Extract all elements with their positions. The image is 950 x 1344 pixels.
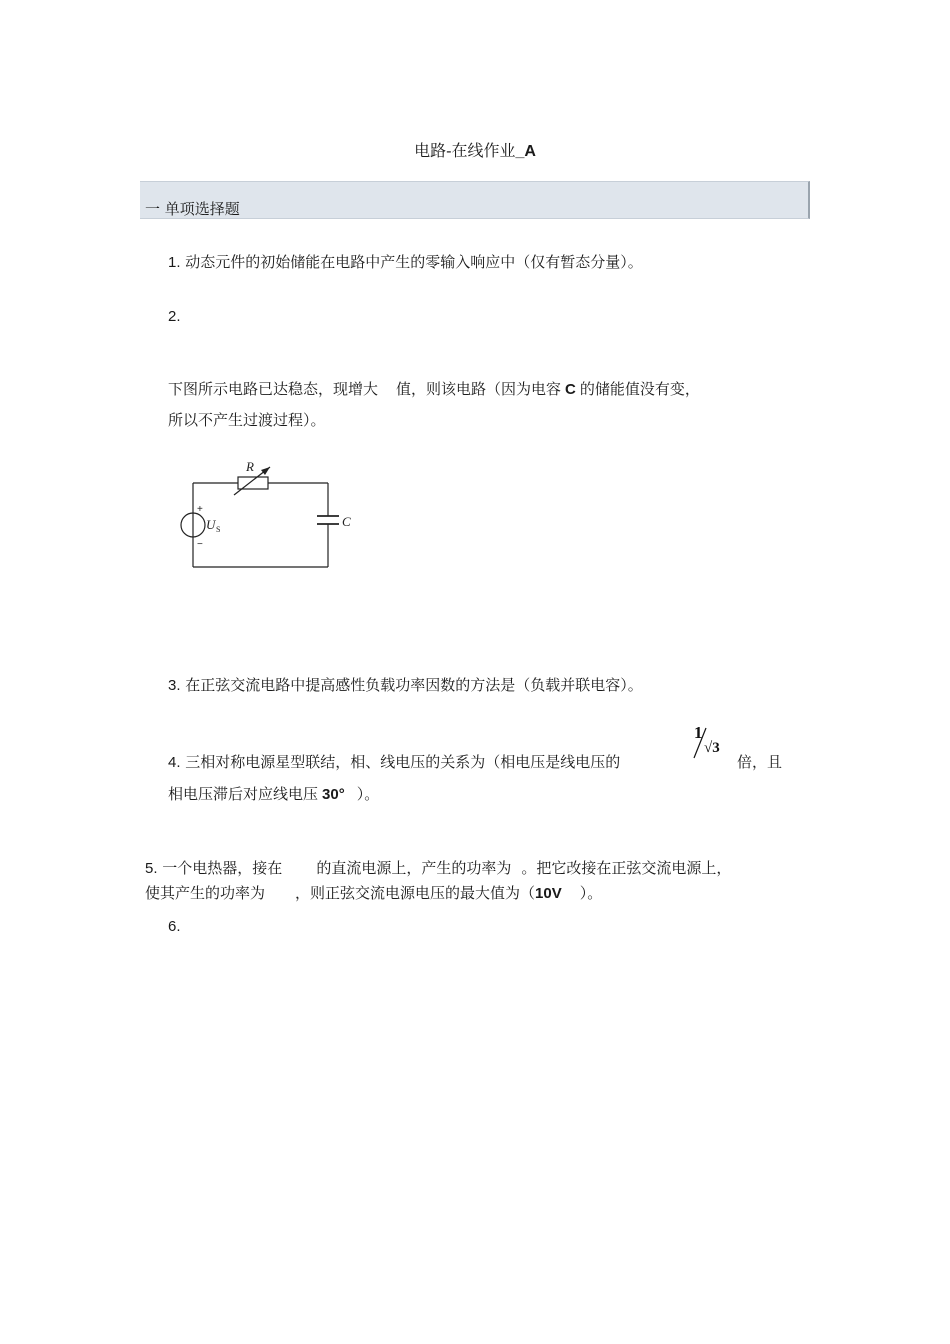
question-number: 1.	[168, 254, 181, 271]
question-6-number: 6.	[168, 918, 181, 935]
question-4-line-1-end: 倍，且	[737, 753, 783, 771]
section-header-bar	[140, 181, 810, 219]
svg-text:1: 1	[694, 723, 703, 742]
svg-text:√3: √3	[704, 740, 720, 756]
minus-sign: −	[197, 539, 203, 550]
source-subscript: S	[216, 525, 221, 534]
plus-sign: +	[197, 504, 203, 515]
question-5-line-2: 使其产生的功率为 ，则正弦交流电源电压的最大值为（10V ）。	[145, 884, 603, 902]
question-3: 3. 在正弦交流电路中提高感性负载功率因数的方法是（负载并联电容）。	[168, 676, 643, 694]
question-2-number: 2.	[168, 308, 181, 325]
question-5-line-1: 5. 一个电热器，接在 的直流电源上，产生的功率为 。把它改接在正弦交流电源上，	[145, 859, 732, 877]
question-1	[168, 252, 643, 273]
source-label: U	[206, 517, 216, 532]
question-4-line-2: 相电压滞后对应线电压 30° ）。	[168, 785, 380, 803]
question-4-line-1: 4. 三相对称电源星型联结，相、线电压的关系为（相电压是线电压的	[168, 753, 621, 771]
question-text: 动态元件的初始储能在电路中产生的零输入响应中（仅有暂态分量）。	[185, 253, 643, 271]
question-2-line-1: 下图所示电路已达稳态，现增大 值，则该电路（因为电容 C 的储能值没有变，	[168, 380, 700, 398]
capacitor-label: C	[342, 514, 351, 529]
section-label: 一 单项选择题	[145, 200, 240, 218]
one-over-root-three-formula	[692, 722, 732, 764]
document-title: 电路-在线作业_A	[414, 141, 536, 160]
question-2-line-2: 所以不产生过渡过程）。	[168, 411, 326, 429]
rc-circuit-diagram	[172, 455, 372, 580]
resistor-label: R	[246, 459, 254, 474]
